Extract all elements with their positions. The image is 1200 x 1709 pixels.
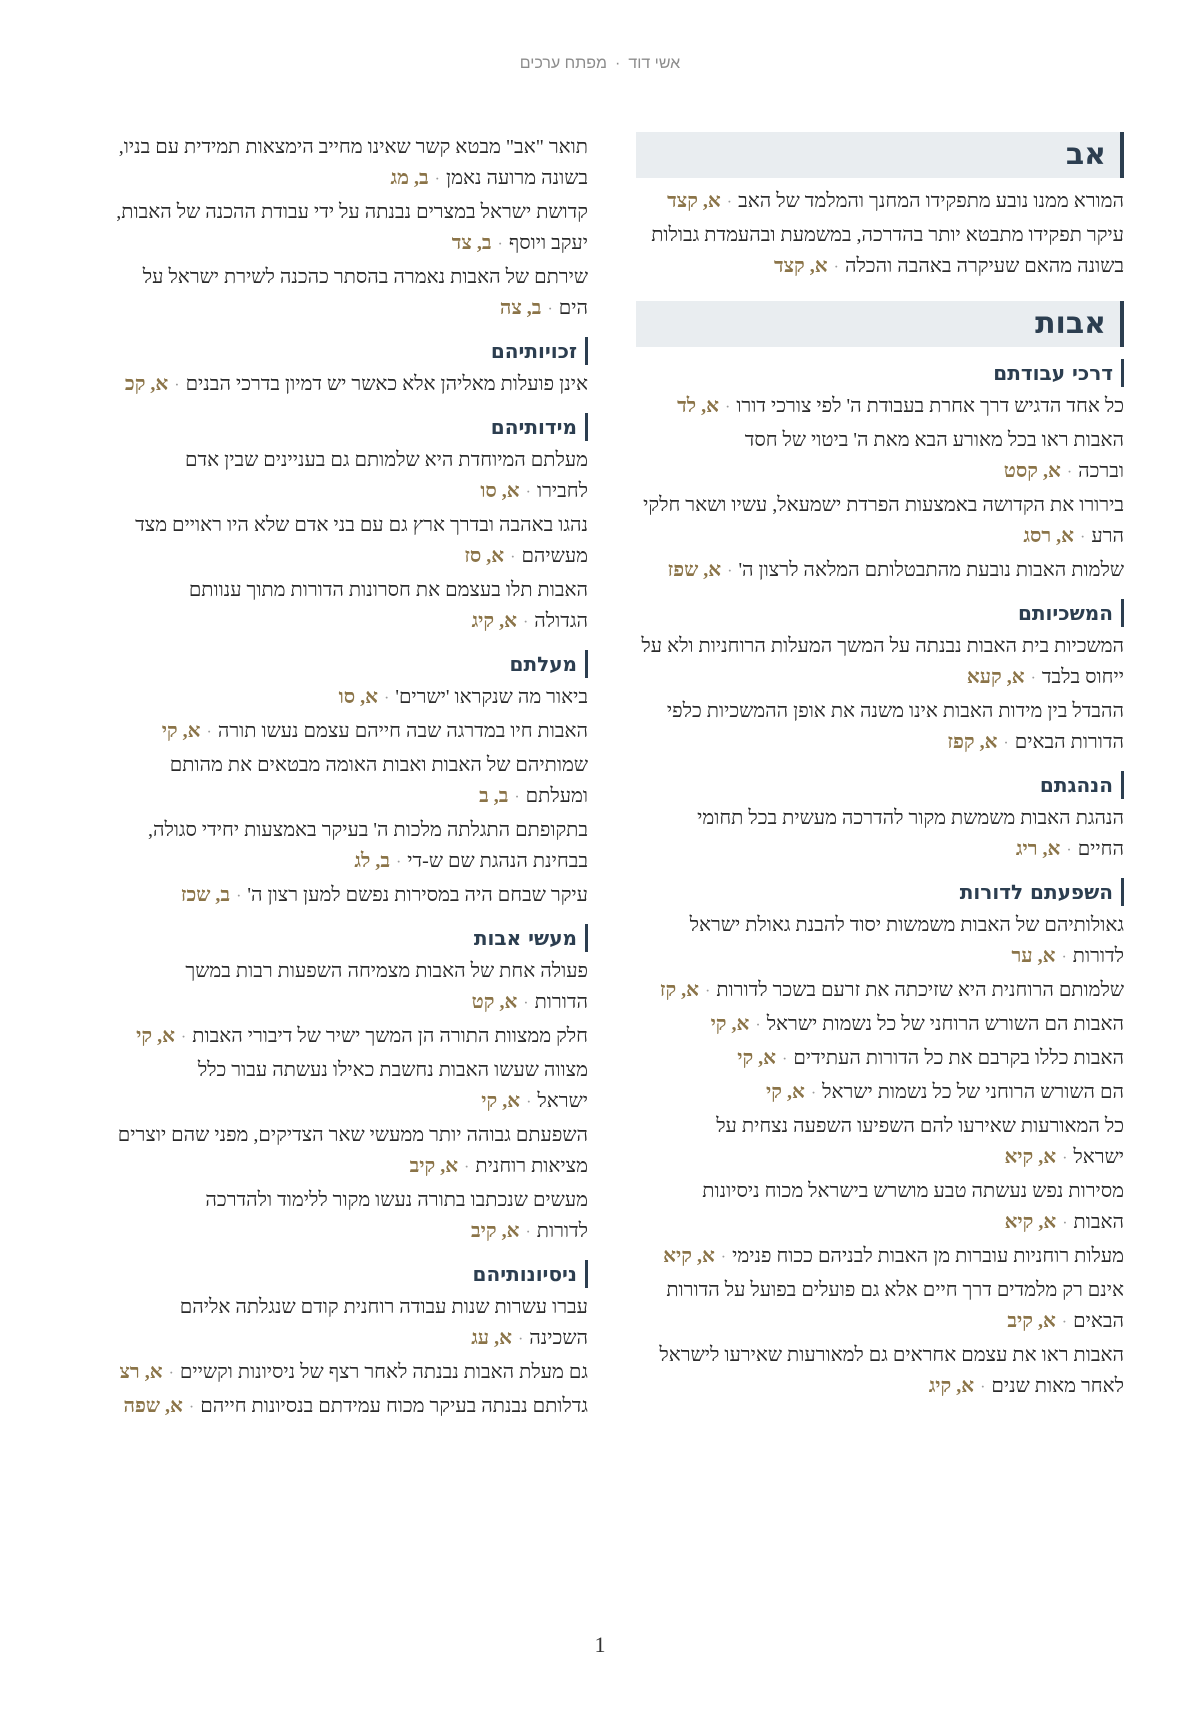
left-column — [104, 132, 588, 1425]
separator-dot: · — [1003, 735, 1009, 752]
left-intro-items — [104, 132, 588, 325]
right-column — [636, 132, 1124, 1405]
index-item-reference[interactable]: א, קיא — [1004, 1146, 1057, 1168]
entry-title-avot: אבות — [636, 301, 1124, 347]
separator-dot: · — [395, 854, 402, 871]
index-item — [104, 716, 588, 748]
separator-dot: · — [782, 1051, 788, 1068]
separator-dot: · — [526, 1094, 532, 1111]
index-item-text: שירתם של האבות נאמרה בהסתר כהכנה לשירת ישראל על הים — [142, 266, 588, 319]
index-item-reference[interactable]: א, קיא — [1004, 1211, 1057, 1233]
index-item — [104, 575, 588, 638]
index-item-text: אינן פועלות מאליהן אלא כאשר יש דמיון בדרכי הבנים — [185, 373, 588, 395]
entry-title-av: אב — [636, 132, 1124, 178]
separator-dot: · — [1066, 464, 1073, 481]
index-item-reference[interactable]: א, סו — [480, 480, 520, 502]
index-item-text: ביאור מה שנקראו 'ישרים' — [395, 686, 588, 708]
separator-dot: · — [1061, 1314, 1068, 1331]
index-item — [104, 1357, 588, 1389]
separator-dot: · — [525, 1224, 531, 1241]
separator-dot: · — [724, 399, 731, 416]
separator-dot: · — [720, 1249, 727, 1266]
index-item-text: בירורו את הקדושה באמצעות הפרדת ישמעאל, עשיו ושאר חלקי הרע — [643, 494, 1124, 547]
index-item-reference[interactable]: א, עג — [471, 1327, 512, 1349]
index-item-text: האבות תלו בעצמם את חסרונות הדורות מתוך ענוותם הגדולה — [188, 579, 588, 632]
index-item-text: האבות ראו בכל מאורע הבא מאת ה' ביטוי של חסד וברכה — [744, 429, 1124, 482]
index-item-reference[interactable]: ב, שכז — [180, 884, 231, 906]
index-item-reference[interactable]: א, קצד — [773, 255, 828, 277]
separator-dot: · — [1061, 949, 1067, 966]
index-item — [104, 132, 588, 195]
separator-dot: · — [522, 614, 529, 631]
index-item-reference[interactable]: א, ריג — [1015, 838, 1061, 860]
separator-dot: · — [180, 1029, 187, 1046]
running-header — [0, 55, 1200, 73]
index-item — [636, 555, 1124, 587]
entry-avot-sections — [636, 359, 1124, 1403]
index-item — [104, 1120, 588, 1183]
separator-dot: · — [547, 301, 553, 318]
index-item-reference[interactable]: ב, מג — [390, 167, 429, 189]
left-sections — [104, 337, 588, 1423]
separator-dot: · — [523, 995, 529, 1012]
index-item-text: האבות כללו בקרבם את כל הדורות העתידים — [793, 1047, 1124, 1069]
index-item — [636, 696, 1124, 759]
index-item-reference[interactable]: א, קי — [710, 1013, 750, 1035]
index-item-reference[interactable]: ב, צד — [451, 232, 492, 254]
subentry-title: מידותיהם — [104, 413, 588, 441]
index-item-text: שלמותם הרוחנית היא שזיכתה את זרעם בשכר לדורות — [716, 979, 1124, 1001]
index-item-reference[interactable]: א, קפז — [947, 731, 998, 753]
index-item — [636, 425, 1124, 488]
index-item-reference[interactable]: א, סז — [464, 545, 505, 567]
index-item — [636, 1340, 1124, 1403]
index-item-reference[interactable]: א, קכ — [124, 373, 169, 395]
index-item-reference[interactable]: א, קי — [136, 1025, 175, 1047]
separator-dot: · — [510, 549, 516, 566]
subentry-title: דרכי עבודתם — [636, 359, 1124, 387]
separator-dot: · — [833, 259, 839, 276]
index-item — [104, 1391, 588, 1423]
index-item-text: קדושת ישראל במצרים נבנתה על ידי עבודת ההכנה של האבות, יעקב ויוסף — [116, 201, 588, 254]
index-item-reference[interactable]: א, שפז — [667, 559, 722, 581]
separator-dot: · — [980, 1379, 986, 1396]
index-item — [104, 956, 588, 1019]
index-item-text: גם מעלת האבות נבנתה לאחר רצף של ניסיונות וקשיים — [179, 1361, 588, 1383]
index-item-reference[interactable]: א, רסג — [1023, 525, 1075, 547]
index-item-text: עיקר תפקידו מתבטא יותר בהדרכה, במשמעת ובהעמדת גבולות בשונה מהאם שעיקרה באהבה והכלה — [651, 224, 1124, 277]
separator-dot: · — [514, 789, 520, 806]
separator-dot: · — [525, 484, 531, 501]
index-item-reference[interactable]: א, קעא — [966, 666, 1025, 688]
subentry-title: ניסיונותיהם — [104, 1260, 588, 1288]
index-item — [636, 1176, 1124, 1239]
index-item — [104, 1021, 588, 1053]
subentry-title: מעלתם — [104, 650, 588, 678]
index-item-reference[interactable]: א, סו — [338, 686, 379, 708]
index-item-text: כל אחד הדגיש דרך אחרת בעבודת ה' לפי צורכי דורו — [736, 395, 1124, 417]
index-item-reference[interactable]: א, קיב — [409, 1155, 459, 1177]
index-item-text: חלק ממצוות התורה הן המשך ישיר של דיבורי האבות — [192, 1025, 588, 1047]
index-item — [104, 1292, 588, 1355]
index-item-reference[interactable]: א, לד — [677, 395, 719, 417]
separator-dot: · — [810, 1085, 817, 1102]
separator-dot: · — [384, 690, 390, 707]
index-item — [104, 880, 588, 912]
index-item-text: גאולותיהם של האבות משמשות יסוד להבנת גאולת ישראל לדורות — [689, 914, 1124, 967]
entry-av-items — [636, 186, 1124, 283]
subentry-title: המשכיותם — [636, 599, 1124, 627]
separator-dot: · — [434, 171, 440, 188]
separator-dot: · — [1080, 529, 1086, 546]
separator-dot: · — [1066, 842, 1072, 859]
header-title: מפתח ערכים — [519, 55, 607, 72]
index-item-reference[interactable]: א, רצ — [119, 1361, 163, 1383]
index-item — [636, 1275, 1124, 1338]
index-item-text: האבות הם השורש הרוחני של כל נשמות ישראל — [766, 1013, 1124, 1035]
index-item-text: כל המאורעות שאירעו להם השפיעו השפעה נצחית על ישראל — [716, 1115, 1124, 1168]
index-item-text: ההבדל בין מידות האבות אינו משנה את אופן ההמשכיות כלפי הדורות הבאים — [666, 700, 1124, 753]
index-item-text: הנהגת האבות משמשת מקור להדרכה מעשית בכל תחומי החיים — [697, 807, 1124, 860]
index-item-text: המורא ממנו נובע מתפקידו המחנך והמלמד של האב — [738, 190, 1124, 212]
subentry-title: זכויותיהם — [104, 337, 588, 365]
index-item-text: מעלות רוחניות עוברות מן האבות לבניהם ככוח פנימי — [732, 1245, 1124, 1267]
subentry-title: מעשי אבות — [104, 924, 588, 952]
index-item-text: תואר "אב" מבטא קשר שאינו מחייב הימצאות תמידית עם בניו, בשונה מרועה נאמן — [118, 136, 588, 189]
index-item — [636, 1077, 1124, 1109]
index-item — [636, 1009, 1124, 1041]
index-item-reference[interactable]: א, שפה — [123, 1395, 183, 1417]
separator-dot: · — [755, 1017, 761, 1034]
index-item — [636, 1241, 1124, 1273]
separator-dot: · — [206, 724, 212, 741]
index-item-reference[interactable]: א, קסט — [1003, 460, 1061, 482]
index-item — [636, 1111, 1124, 1174]
page-number: 1 — [594, 1632, 606, 1657]
separator-dot: · — [236, 888, 242, 905]
index-item — [636, 490, 1124, 553]
index-item-text: השפעתם גבוהה יותר ממעשי שאר הצדיקים, מפני שהם יוצרים מציאות רוחנית — [117, 1124, 588, 1177]
index-item-reference[interactable]: א, קט — [471, 991, 518, 1013]
index-item — [636, 220, 1124, 283]
index-item-reference[interactable]: א, קיב — [471, 1220, 520, 1242]
index-item-text: האבות ראו את עצמם אחראים גם למאורעות שאירעו לישראל לאחר מאות שנים — [659, 1344, 1124, 1397]
index-item — [104, 369, 588, 401]
index-item-reference[interactable]: א, קי — [766, 1081, 805, 1103]
index-item — [104, 682, 588, 714]
index-item-text: גדלותם נבנתה בעיקר מכוח עמידתם בנסיונות חייהם — [200, 1395, 588, 1417]
index-item-reference[interactable]: א, קי — [481, 1090, 521, 1112]
index-item-reference[interactable]: א, קיג — [928, 1375, 975, 1397]
index-item — [636, 186, 1124, 218]
index-item — [636, 1043, 1124, 1075]
index-item-reference[interactable]: א, קיג — [471, 610, 517, 632]
index-item — [636, 631, 1124, 694]
separator-dot: · — [1062, 1150, 1068, 1167]
index-item-reference[interactable]: א, קי — [161, 720, 201, 742]
index-item-text: אינם רק מלמדים דרך חיים אלא גם פועלים בפועל על הדורות הבאים — [666, 1279, 1124, 1332]
index-item — [104, 262, 588, 325]
index-item-reference[interactable]: א, קיב — [1007, 1310, 1056, 1332]
separator-dot: · — [726, 194, 733, 211]
separator-dot: · — [497, 236, 503, 253]
index-item — [636, 975, 1124, 1007]
separator-dot: · — [188, 1399, 195, 1416]
separator-dot: · — [168, 1365, 174, 1382]
index-item-text: עברו עשרות שנות עבודה רוחנית קודם שנגלתה אליהם השכינה — [179, 1296, 588, 1349]
separator-dot: · — [517, 1331, 524, 1348]
index-item-text: שלמות האבות נובעת מהתבטלותם המלאה לרצון ה' — [738, 559, 1124, 581]
index-item-reference[interactable]: ב, לג — [354, 850, 390, 872]
separator-dot: · — [1062, 1215, 1068, 1232]
subentry-title: הנהגתם — [636, 771, 1124, 799]
separator-dot: · — [727, 563, 733, 580]
index-item — [104, 815, 588, 878]
index-item-reference[interactable]: א, קז — [659, 979, 700, 1001]
index-item — [104, 197, 588, 260]
index-item-reference[interactable]: ב, צה — [499, 297, 542, 319]
index-item-reference[interactable]: א, ער — [1011, 945, 1056, 967]
separator-dot: · — [705, 983, 711, 1000]
index-item-text: נהגו באהבה ובדרך ארץ גם עם בני אדם שלא היו ראויים מצד מעשיהם — [135, 514, 588, 567]
index-item-text: הם השורש הרוחני של כל נשמות ישראל — [822, 1081, 1124, 1103]
index-item — [636, 391, 1124, 423]
separator-dot: · — [464, 1159, 470, 1176]
index-item-text: פעולה אחת של האבות מצמיחה השפעות רבות במשך הדורות — [185, 960, 588, 1013]
index-item — [104, 510, 588, 573]
index-item-reference[interactable]: א, קי — [737, 1047, 776, 1069]
index-item-text: מעלתם המיוחדת היא שלמותם גם בעניינים שבין אדם לחבירו — [185, 449, 588, 502]
index-item-text: המשכיות בית האבות נבנתה על המשך המעלות הרוחניות ולא על ייחוס בלבד — [641, 635, 1124, 688]
index-item-text: שמותיהם של האבות ואבות האומה מבטאים את מהותם ומעלתם — [169, 754, 588, 807]
index-item-reference[interactable]: א, קיא — [663, 1245, 715, 1267]
index-item — [636, 803, 1124, 866]
index-item-reference[interactable]: א, קצד — [667, 190, 721, 212]
separator-dot: · — [174, 377, 180, 394]
header-separator: · — [615, 55, 621, 72]
index-item-text: מצווה שעשו האבות נחשבת כאילו נעשתה עבור כלל ישראל — [197, 1059, 588, 1112]
index-item — [104, 445, 588, 508]
index-item-text: האבות חיו במדרגה שבה חייהם עצמם נעשו תורה — [217, 720, 588, 742]
index-item-reference[interactable]: ב, ב — [479, 785, 509, 807]
separator-dot: · — [1030, 670, 1036, 687]
index-item-text: בתקופתם התגלתה מלכות ה' בעיקר באמצעות יחידי סגולה, בבחינת הנהגת שם ש-די — [147, 819, 588, 872]
index-item-text: מעשים שנכתבו בתורה נעשו מקור ללימוד ולהדרכה לדורות — [205, 1189, 588, 1242]
header-author: אשי דוד — [628, 55, 681, 72]
index-item — [104, 1185, 588, 1248]
subentry-title: השפעתם לדורות — [636, 878, 1124, 906]
index-item — [104, 750, 588, 813]
index-item — [636, 910, 1124, 973]
index-item-text: עיקר שבחם היה במסירות נפשם למען רצון ה' — [247, 884, 588, 906]
index-item — [104, 1055, 588, 1118]
index-item-text: מסירות נפש נעשתה טבע מושרש בישראל מכוח ניסיונות האבות — [702, 1180, 1124, 1233]
